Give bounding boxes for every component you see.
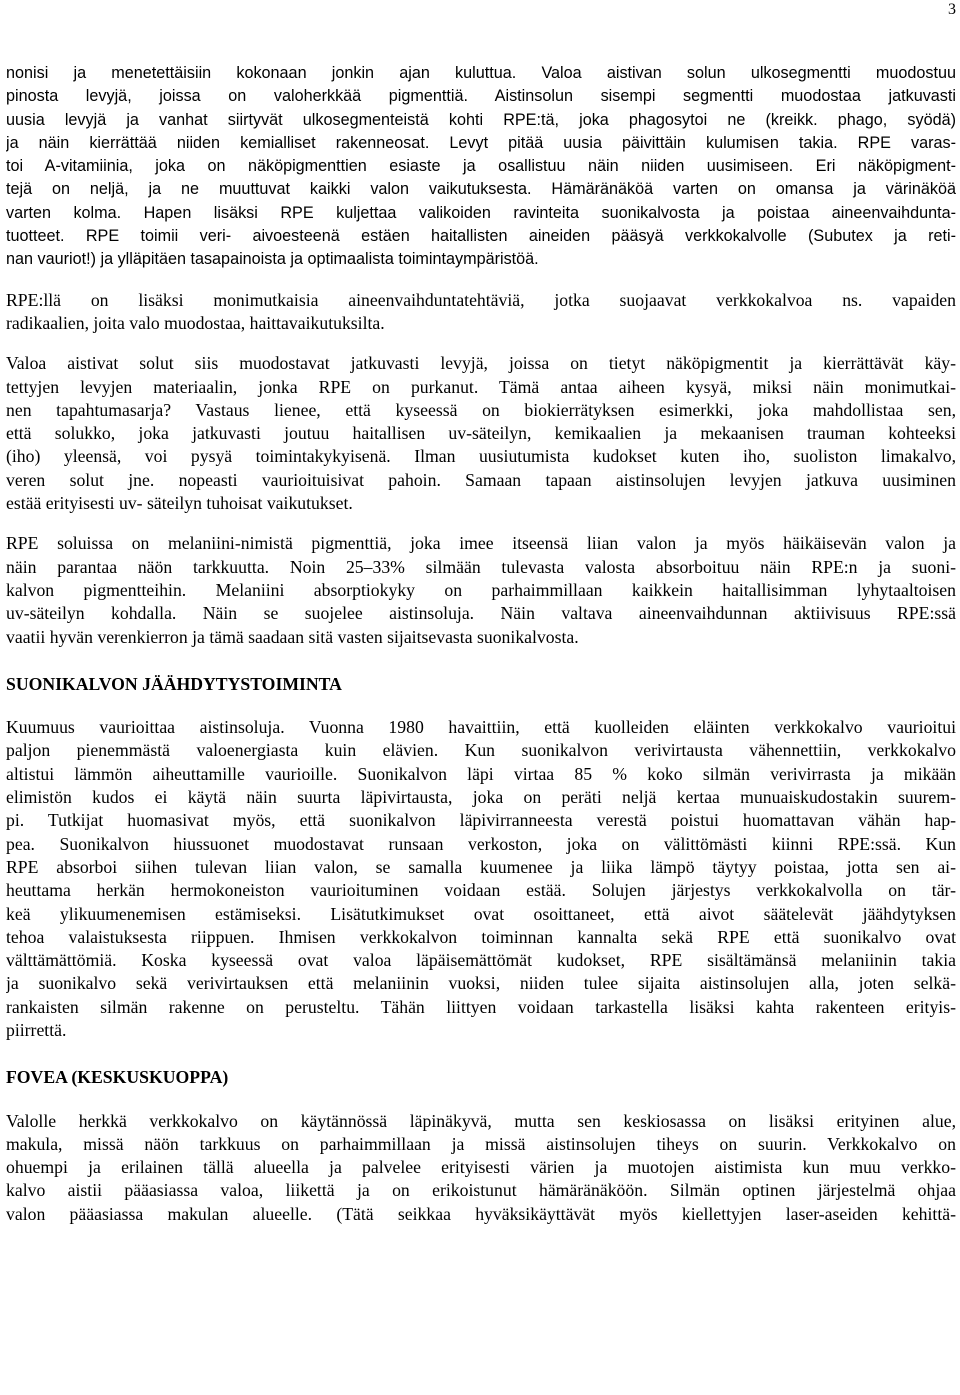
text-line: radikaalien, joita valo muodostaa, haittavaikutuksilta. bbox=[6, 312, 385, 333]
text-line: välttämättömiä. Koska kyseessä ovat valoa läpäisemättömät kudokset, RPE sisältämänsä melaniinin takia bbox=[6, 950, 956, 971]
text-line: ja suonikalvo sekä verivirtauksen että melaniinin vuoksi, niiden tulee sijaita aistinsolujen alla, joten selkä- bbox=[6, 973, 956, 994]
paragraph-melanin bbox=[6, 532, 956, 648]
text-line: pinosta levyjä, joissa on valoherkkää pigmenttiä. Aistinsolun sisempi segmentti muodostaa jatkuvasti bbox=[6, 87, 956, 106]
text-line: tejä on neljä, ja ne muuttuvat kaikki valon vaikutuksesta. Hämäränäköä varten on omansa ja värinäköä bbox=[6, 180, 956, 199]
text-line: uusia levyjä ja vanhat siirtyvät ulkosegmenteistä kohti RPE:tä, joka phagosytoi ne (kreikk. phago, syödä) bbox=[6, 110, 956, 129]
text-line: piirrettä. bbox=[6, 1019, 67, 1040]
text-line: RPE soluissa on melaniini-nimistä pigmenttiä, joka imee itseensä liian valon ja myös häikäisevän valon ja bbox=[6, 533, 956, 554]
text-line: Valolle herkkä verkkokalvo on käytännössä läpinäkyvä, mutta sen keskiosassa on lisäksi erityinen alue, bbox=[6, 1110, 956, 1131]
text-line: RPE absorboi siihen tulevan liian valon, se samalla kuumenee ja liika lämpö täytyy poistaa, jotta sen ai- bbox=[6, 856, 956, 877]
page-number: 3 bbox=[948, 1, 956, 18]
text-line: RPE:llä on lisäksi monimutkaisia aineenvaihduntatehtäviä, jotka suojaavat verkkokalvoa ns. vapaiden bbox=[6, 289, 956, 310]
text-line: tehoa valaistuksesta riippuen. Ihmisen verkkokalvon toiminnan kannalta sekä RPE että suonikalvo ovat bbox=[6, 926, 956, 947]
text-line: heuttama herkän hermokoneiston vaurioituminen voidaan estää. Solujen järjestys verkkokalvolla on tär- bbox=[6, 880, 956, 901]
paragraph-rpe-disc-renewal bbox=[6, 62, 956, 272]
text-line: (iho) yleensä, voi pysyä toimintakykyisenä. Ilman uusiutumista kudokset kuten iho, suoliston limakalvo, bbox=[6, 446, 956, 467]
section-heading-choroid-cooling: SUONIKALVON JÄÄHDYTYSTOIMINTA bbox=[6, 673, 342, 694]
text-line: Kuumuus vaurioittaa aistinsoluja. Vuonna 1980 havaittiin, että kuolleiden eläinten verkkokalvo vaurioitui bbox=[6, 717, 956, 738]
text-line: ohuempi ja erilainen tällä alueella ja palvelee erityisesti värien ja muotojen aistimista kun muu verkko- bbox=[6, 1157, 956, 1178]
text-line: varten kolma. Hapen lisäksi RPE kuljettaa valikoiden ravinteita suonikalvosta ja poistaa aineenvaihdunta- bbox=[6, 203, 956, 222]
document-body bbox=[6, 62, 956, 1243]
text-line: kalvo aistii pääasiassa valoa, liikettä ja on erikoistunut hämäränäköön. Silmän optinen järjestelmä ohjaa bbox=[6, 1180, 956, 1201]
text-line: uv-säteilyn kohdalla. Näin se suojelee aistinsoluja. Näin valtava aineenvaihdunnan aktiivisuus RPE:ssä bbox=[6, 603, 956, 624]
text-line: vaatii hyvän verenkierron ja tämä saadaan sitä vasten sijaitsevasta suonikalvosta. bbox=[6, 626, 579, 647]
text-line: elimistön kudos ei käytä näin suurta läpivirtausta, joka on peräti neljä kertaa munuaiskudostakin suurem- bbox=[6, 787, 956, 808]
text-line: näin parantaa näön tarkkuutta. Noin 25–33% silmään tulevasta valosta absorboituu näin RPE:n ja suoni- bbox=[6, 556, 956, 577]
text-line: kalvon pigmentteihin. Melaniini absorptiokyky on parhaimmillaan kaikkein haitallisimman lyhytaaltoisen bbox=[6, 579, 956, 600]
text-line: veren solut jne. nopeasti vaurioituisivat pahoin. Samaan tapaan aistinsolujen levyjen jatkuva uusiminen bbox=[6, 469, 956, 490]
text-line: tuotteet. RPE toimii veri- aivoesteenä estäen haitallisten aineiden pääsyä verkkokalvolle (Subutex ja reti- bbox=[6, 227, 956, 246]
text-line: että solukko, joka jatkuvasti joutuu haitallisen uv-säteilyn, kemikaalien ja mekaanisen trauman kohteeksi bbox=[6, 423, 956, 444]
paragraph-biorecycling bbox=[6, 352, 956, 515]
paragraph-fovea bbox=[6, 1110, 956, 1226]
text-line: Valoa aistivat solut siis muodostavat jatkuvasti levyjä, joissa on tietyt näköpigmentit ja kierrättävät käy- bbox=[6, 353, 956, 374]
text-line: nonisi ja menetettäisiin kokonaan jonkin ajan kuluttua. Valoa aistivan solun ulkosegmentti muodostuu bbox=[6, 64, 956, 82]
paragraph-rpe-metabolism bbox=[6, 289, 956, 336]
text-line: pea. Suonikalvon hiussuonet muodostavat runsaan verkoston, joka on välittömästi kiinni RPE:ssä. Kun bbox=[6, 833, 956, 854]
paragraph-choroid-cooling bbox=[6, 716, 956, 1042]
text-line: paljon pienemmästä valoenergiasta kuin elävien. Kun suonikalvon verivirtausta vähennettiin, verkkokalvo bbox=[6, 740, 956, 761]
text-line: makula, missä näön tarkkuus on parhaimmillaan ja missä aistinsolujen tiheys on suurin. Verkkokalvo on bbox=[6, 1133, 956, 1154]
text-line: valon pääasiassa makulan alueelle. (Tätä seikkaa hyväksikäyttävät myös kiellettyjen laser-aseiden kehittä- bbox=[6, 1203, 956, 1224]
text-line: altistui lämmön aiheuttamille vaurioille. Suonikalvon läpi virtaa 85 % koko silmän verivirrasta ja mikään bbox=[6, 763, 956, 784]
text-line: toi A-vitamiinia, joka on näköpigmenttien esiaste ja osallistuu näin niiden uusimiseen. Eri näköpigment- bbox=[6, 157, 956, 176]
text-line: keä ylikuumenemisen estämiseksi. Lisätutkimukset ovat osoittaneet, että aivot säätelevät jäähdytyksen bbox=[6, 903, 956, 924]
text-line: pi. Tutkijat huomasivat myös, että suonikalvon läpivirranneesta verestä poistui huomattavan vähän hap- bbox=[6, 810, 956, 831]
section-heading-fovea: FOVEA (KESKUSKUOPPA) bbox=[6, 1067, 229, 1088]
text-line: ja näin kierrättää niiden kemialliset rakenneosat. Levyt pitää uusia päivittäin kulumisen takia. RPE varas- bbox=[6, 133, 956, 152]
text-line: nen tapahtumasarja? Vastaus lienee, että kyseessä on biokierrätyksen esimerkki, joka mahdollistaa sen, bbox=[6, 399, 956, 420]
text-line: rankaisten silmän rakenne on perusteltu. Tähän liittyen voidaan tarkastella lisäksi kahta rakenteen erityis- bbox=[6, 996, 956, 1017]
text-line: tettyjen levyjen materiaalin, jonka RPE on purkanut. Tämä antaa aiheen kysyä, miksi näin monimutkai- bbox=[6, 376, 956, 397]
text-line: nan vauriot!) ja ylläpitäen tasapainoista ja optimaalista toimintaympäristöä. bbox=[6, 250, 539, 269]
text-line: estää erityisesti uv- säteilyn tuhoisat vaikutukset. bbox=[6, 493, 353, 514]
